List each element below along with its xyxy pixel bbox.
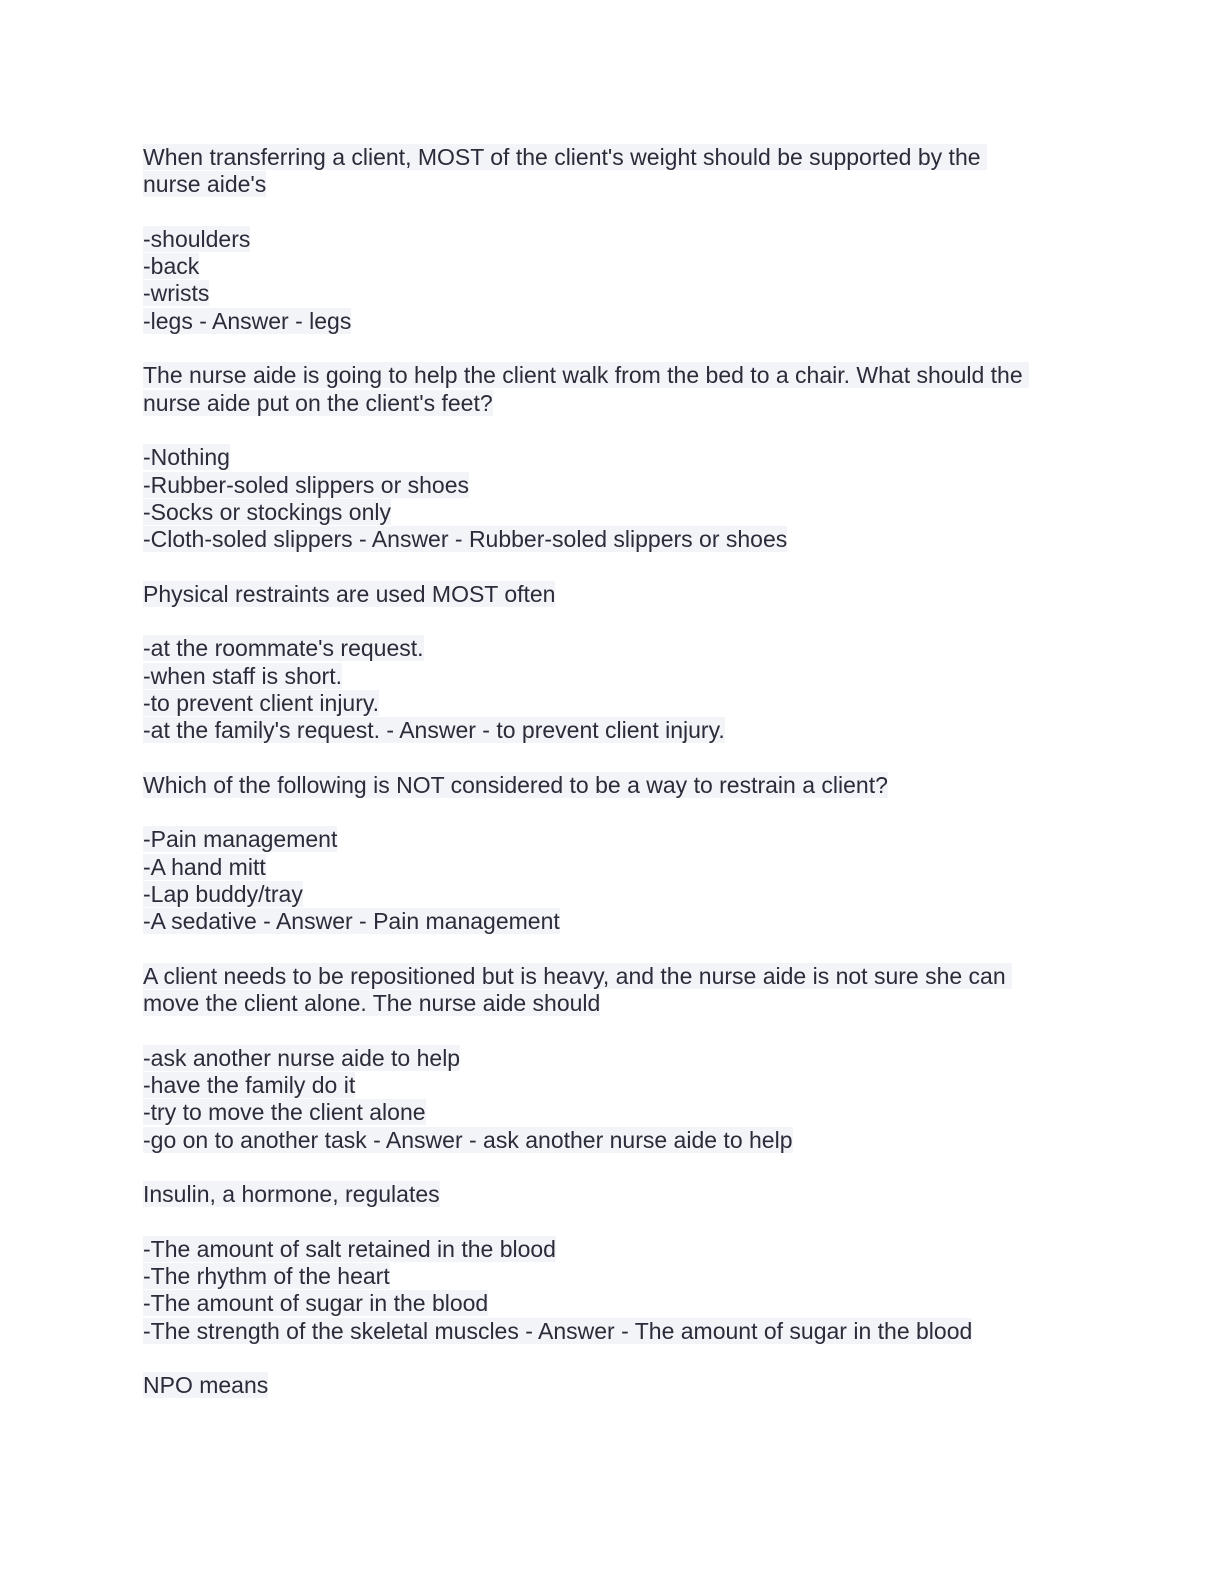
- option-line: -when staff is short.: [143, 662, 342, 689]
- option-line: -Nothing: [143, 444, 230, 471]
- question-stem: [143, 1181, 1083, 1208]
- answer-options: [143, 635, 1083, 744]
- option-line: -at the family's request. - Answer - to prevent client injury.: [143, 717, 725, 744]
- option-line: -A sedative - Answer - Pain management: [143, 908, 560, 935]
- option-line: -The rhythm of the heart: [143, 1263, 390, 1290]
- document-page: [143, 144, 1083, 1427]
- stem-line: NPO means: [143, 1372, 269, 1399]
- question-stem: [143, 963, 1083, 1018]
- stem-line: move the client alone. The nurse aide should: [143, 990, 601, 1017]
- option-line: -to prevent client injury.: [143, 689, 380, 716]
- option-line: -shoulders: [143, 225, 251, 252]
- option-line: -legs - Answer - legs: [143, 307, 352, 334]
- option-line: -go on to another task - Answer - ask another nurse aide to help: [143, 1126, 793, 1153]
- stem-line: When transferring a client, MOST of the client's weight should be supported by the: [143, 144, 987, 170]
- option-line: -Lap buddy/tray: [143, 881, 303, 908]
- answer-options: [143, 444, 1083, 553]
- answer-options: [143, 1236, 1083, 1345]
- option-line: -Rubber-soled slippers or shoes: [143, 471, 469, 498]
- option-line: -A hand mitt: [143, 853, 266, 880]
- option-line: -back: [143, 253, 200, 280]
- question-stem: [143, 772, 1083, 799]
- option-line: -try to move the client alone: [143, 1099, 426, 1126]
- answer-options: [143, 226, 1083, 335]
- answer-options: [143, 826, 1083, 935]
- stem-line: Physical restraints are used MOST often: [143, 580, 556, 607]
- option-line: -Pain management: [143, 826, 338, 853]
- option-line: -have the family do it: [143, 1072, 356, 1099]
- option-line: -Cloth-soled slippers - Answer - Rubber-soled slippers or shoes: [143, 526, 788, 553]
- option-line: -The amount of sugar in the blood: [143, 1290, 489, 1317]
- stem-line: Insulin, a hormone, regulates: [143, 1181, 440, 1208]
- option-line: -at the roommate's request.: [143, 635, 424, 662]
- stem-line: Which of the following is NOT considered to be a way to restrain a client?: [143, 771, 888, 798]
- answer-options: [143, 1045, 1083, 1154]
- question-stem: [143, 362, 1083, 417]
- question-stem: [143, 144, 1083, 199]
- option-line: -ask another nurse aide to help: [143, 1044, 461, 1071]
- stem-line: nurse aide's: [143, 171, 267, 198]
- option-line: -Socks or stockings only: [143, 498, 391, 525]
- option-line: -The strength of the skeletal muscles - Answer - The amount of sugar in the blood: [143, 1317, 973, 1344]
- stem-line: A client needs to be repositioned but is heavy, and the nurse aide is not sure she can: [143, 962, 1013, 989]
- stem-line: nurse aide put on the client's feet?: [143, 389, 493, 416]
- option-line: -wrists: [143, 280, 210, 307]
- question-stem: [143, 1372, 1083, 1399]
- stem-line: The nurse aide is going to help the client walk from the bed to a chair. What should the: [143, 362, 1030, 389]
- option-line: -The amount of salt retained in the blood: [143, 1235, 556, 1262]
- question-stem: [143, 581, 1083, 608]
